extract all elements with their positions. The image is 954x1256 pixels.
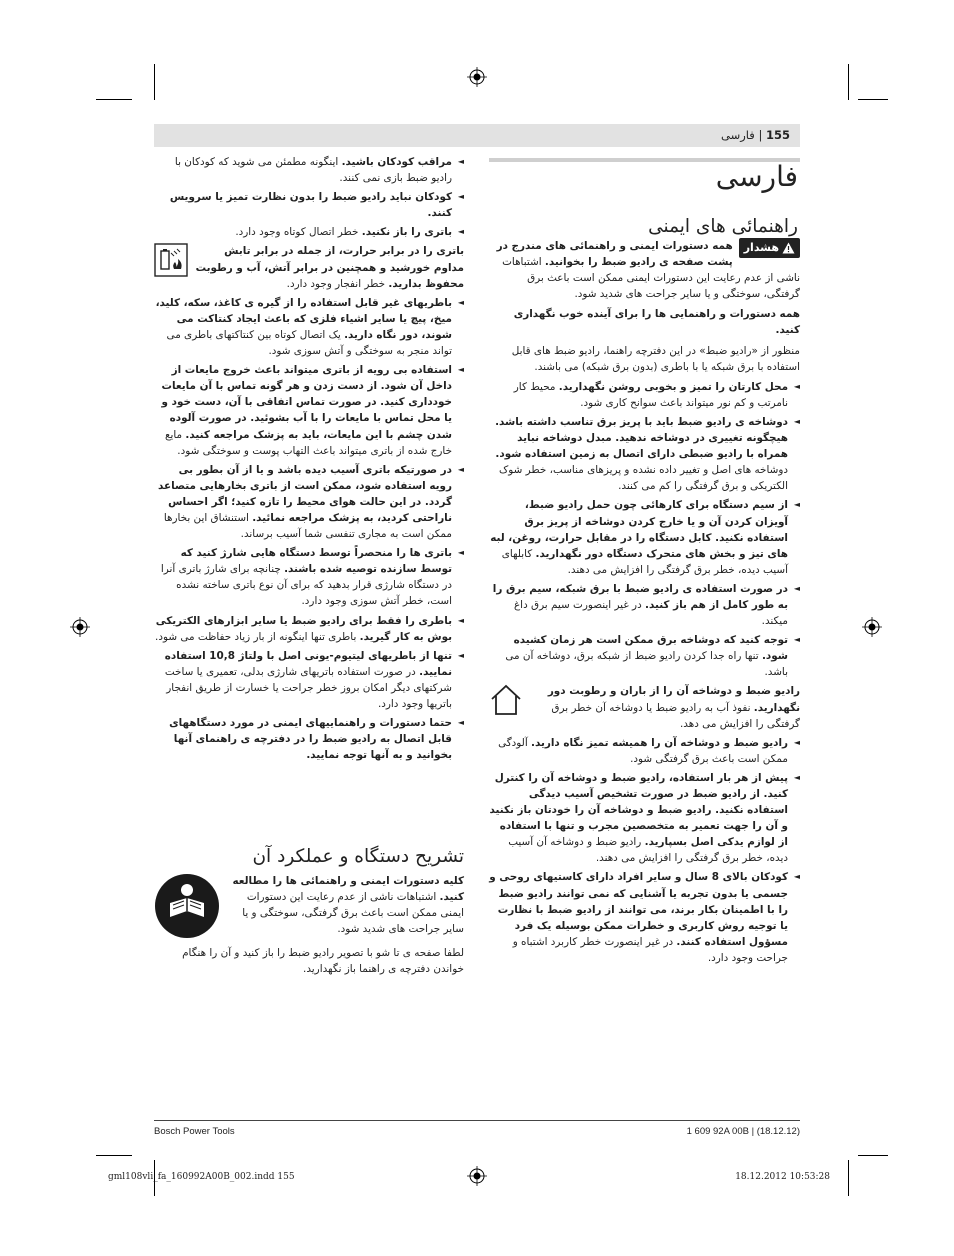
item-bold-text: باطری را فقط برای رادیو ضبط یا سایر ابزارهای الکتریکی بوش به کار گیرید. xyxy=(155,614,452,643)
bullet-item xyxy=(154,154,464,186)
bullet-item xyxy=(154,715,464,763)
warning-badge xyxy=(739,238,800,258)
registration-mark-icon xyxy=(467,67,487,87)
page-number: 155 xyxy=(765,128,790,142)
right-column xyxy=(489,238,800,969)
item-bold-text: همه دستورات و راهنمایی ها را برای آینده خوب نگهداری کنید. xyxy=(513,308,800,337)
item-bold-text: دوشاخه ی رادیو ضبط باید با پریز برق تناسب داشته باشد. هیچگونه تغییری در دوشاخه ندهید. مبدل دوشاخه نباید همراه با رادیو ضبطی دارای اتصال به زمین استفاده شود. xyxy=(495,415,788,461)
item-bold-text: کودکان بالای 8 سال و سایر افراد دارای کاستیهای روحی و جسمی یا بدون تجربه یا آشنایی که نمی توانند رادیو ضبط را با اطمینان بکار برند، می توانند از رادیو ضبط با نظارت یا توجیه روش کاربری و خطرات ممکن بوسیله یک فرد مسؤول استفاده کنند. xyxy=(489,871,788,948)
registration-mark-icon xyxy=(70,617,90,637)
read-manual-rest: اشتباهات ناشی از عدم رعایت این دستورات ایمنی ممکن است باعث برق گرفتگی، سوختگی و یا سایر جراحت های شدید شود. xyxy=(242,891,464,936)
crop-mark xyxy=(848,1160,849,1196)
item-bold-text: توجه کنید که دوشاخه برق ممکن است هر زمان کشیده شود. xyxy=(513,634,788,663)
item-body-text: باطری تنها اینگونه از بار زیاد حفاظت می شود. xyxy=(155,630,360,643)
item-body-text: مایع خارج شده از باتری میتواند باعث التهاب پوست و سوختگی شود. xyxy=(164,428,452,457)
bullet-item xyxy=(489,632,800,680)
bullet-item xyxy=(154,189,464,221)
bullet-item xyxy=(154,295,464,359)
item-body-text: خطر اتصال کوتاه وجود دارد. xyxy=(235,226,362,239)
slug-date: 18.12.2012 10:53:28 xyxy=(735,1172,830,1182)
item-bold-text: باتری را باز نکنید. xyxy=(361,226,452,239)
item-bold-text: باتری را در برابر حرارت، از جمله در برابر تابش مداوم خورشید و همچنین در برابر آتش، آب و رطوبت محفوظ بدارید. xyxy=(195,245,464,290)
heat-warning-item xyxy=(154,243,464,291)
footer-rule xyxy=(154,1120,800,1121)
item-body-text: چنانچه برای شارژ باتری آنرا در دستگاه شارژی قرار بدهید که برای آن نوع باتری ساخته نشده است، خطر آتش سوزی وجود دارد. xyxy=(160,563,452,608)
crop-mark xyxy=(858,99,888,100)
item-bold-text: کودکان نباید رادیو ضبط را بدون نظارت تمیز یا سرویس کنند. xyxy=(169,191,452,220)
crop-mark xyxy=(858,1155,888,1156)
item-body-text: در صورت استفاده باتریهای شارژی بدلی، تعمیری یا ساخت شرکتهای دیگر امکان بروز خطر جراحت یا خسارت از طریق انفجار باتریها وجود دارد. xyxy=(164,665,452,710)
registration-mark-icon xyxy=(467,1166,487,1186)
item-bold-text: باتری ها را منحصراً توسط دستگاه هایی شارژ کنید که توسط سازنده توصیه شده باشند. xyxy=(180,547,452,576)
footer-left: Bosch Power Tools xyxy=(154,1126,235,1137)
item-body-text: خطر انفجار وجود دارد. xyxy=(286,277,389,290)
item-bold-text: در صورتیکه باتری آسیب دیده باشد و یا از آن بطور بی رویه استفاده شود، ممکن است از باتری بخارهایی متصاعد گردد. در این حالت هوای محیط را تازه کنید؛ اگر احساس ناراحتی کردید، به پزشک مراجعه نمائید. xyxy=(158,463,452,524)
section2-body xyxy=(154,873,464,981)
paragraph xyxy=(489,343,800,375)
keep-dry-item xyxy=(489,683,800,731)
left-column xyxy=(154,154,464,766)
page-header: 155 | فارسی xyxy=(721,128,790,142)
item-bold-text: پیش از هر بار استفاده، رادیو ضبط و دوشاخه آن را کنترل کنید. از رادیو ضبط در صورت تشخیص آسیب دیدگی استفاده نکنید. رادیو ضبط و دوشاخه آن را خودتان باز نکنید و آن را جهت تعمیر به متخصصین مجرب و تنها با استفاده از لوازم یدکی اصل بسپارید. xyxy=(489,771,788,849)
crop-mark xyxy=(96,1155,132,1156)
bullet-item xyxy=(154,545,464,609)
item-body-text: دوشاخه های اصل و تغییر داده نشده و پریزهای مناسب، خطر شوک الکتریکی و برق گرفتگی را کم می کنند. xyxy=(499,464,788,493)
crop-mark xyxy=(96,99,132,100)
item-bold-text: همه دستورات ایمنی و راهنمائی های مندرج در پشت صفحه ی رادیو ضبط را بخوانید. xyxy=(496,240,733,269)
icon-item-text xyxy=(194,243,464,291)
foldout-note: لطفا صفحه ی تا شو با تصویر رادیو ضبط را باز کنید و آن را هنگام خواندن دفترچه ی راهنما باز نگهدارید. xyxy=(182,947,464,976)
warning-label: هشدار xyxy=(743,241,779,254)
item-body-text: در غیر اینصورت سیم برق داغ میکند. xyxy=(513,598,788,628)
page-title: فارسی xyxy=(715,160,798,193)
item-bold-text: مراقب کودکان باشید. xyxy=(341,156,452,168)
item-bold-text: حتما دستورات و راهنماییهای ایمنی در مورد دستگاههای قابل اتصال به رادیو ضبط را در دفترچه ی راهنمای آنها بخوانید و به آنها توجه نمایید. xyxy=(169,717,452,762)
item-body-text: نفوذ آب به رادیو ضبط یا دوشاخه آن خطر برق گرفتگی را افزایش می دهد. xyxy=(551,701,800,730)
item-body-text: کابلهای آسیب دیده، خطر برق گرفتگی را افزایش می دهند. xyxy=(501,547,788,576)
item-bold-text: رادیو ضبط و دوشاخه آن را همیشه تمیز نگاه دارید. xyxy=(531,736,788,749)
item-bold-text: باطریهای غیر قابل استفاده را از گیره ی کاغذ، سکه، کلید، میخ، پیچ یا سایر اشیاء فلزی که باعث ایجاد کنتاکت می شوند، دور نگاه دارید. xyxy=(155,296,452,341)
bullet-item xyxy=(489,379,800,411)
bullet-item xyxy=(154,648,464,712)
item-body-text: محیط کار نامرتب و کم نور میتواند باعث سوانح کاری شود. xyxy=(513,380,788,409)
bullet-item xyxy=(154,613,464,645)
page-header-bar xyxy=(154,124,800,147)
warning-paragraph xyxy=(489,238,800,302)
item-bold-text: تنها از باطریهای لیتیوم-یونی اصل با ولتاژ 10,8 استفاده نمایید. xyxy=(164,649,452,678)
bullet-item xyxy=(489,869,800,966)
battery-heat-icon xyxy=(154,243,188,277)
bullet-item xyxy=(154,224,464,240)
read-manual-bold: کلیه دستورات ایمنی و راهنمائی ها را مطالعه کنید. xyxy=(232,875,464,904)
indoor-use-house-icon xyxy=(489,683,523,717)
bullet-item xyxy=(154,462,464,542)
item-bold-text: محل کارتان را تمیز و بخوبی روشن نگهدارید. xyxy=(558,380,788,393)
bullet-item xyxy=(489,735,800,767)
icon-item-text xyxy=(529,683,800,731)
footer-right: 1 609 92A 00B | (18.12.12) xyxy=(686,1126,800,1137)
item-bold-text: در صورت استفاده ی رادیو ضبط با برق شبکه، سیم برق را به طور کامل از هم باز کنید. xyxy=(492,582,788,611)
item-body-text: در غیر اینصورت خطر کاربرد اشتباه و جراحت وجود دارد. xyxy=(512,935,788,964)
page-language: فارسی xyxy=(721,128,755,142)
registration-mark-icon xyxy=(862,617,882,637)
bullet-item xyxy=(489,497,800,577)
item-body-text: اینگونه مطمئن می شوید که کودکان با رادیو ضبط بازی نمی کنند. xyxy=(174,156,452,185)
item-body-text: تنها راه جدا کردن رادیو ضبط از شبکه برق، دوشاخه آن می باشد. xyxy=(505,650,788,679)
bullet-item xyxy=(489,581,800,629)
item-body-text: اشتباهات ناشی از عدم رعایت این دستورات ایمنی ممکن است باعث برق گرفتگی، سوختگی و یا سایر جراحت های شدید شود. xyxy=(502,256,800,301)
bullet-item xyxy=(489,770,800,867)
read-manual-icon xyxy=(154,873,220,939)
item-body-text: منظور از «رادیو ضبط» در این دفترچه راهنما، رادیو ضبط های قابل استفاده با برق شبکه یا با باطری (بدون برق شبکه) می باشند. xyxy=(511,344,800,373)
slug-file: gml108vli_fa_160992A00B_002.indd 155 xyxy=(108,1172,295,1182)
item-bold-text: رادیو ضبط و دوشاخه آن را از باران و رطوبت دور نگهدارید. xyxy=(547,685,800,714)
item-body-text: آلودگی ممکن است باعث برق گرفتگی شود. xyxy=(498,736,788,765)
read-manual-text xyxy=(228,873,464,939)
paragraph xyxy=(489,306,800,338)
item-body-text: یک اتصال کوتاه بین کنتاکتهای باطری می تواند منجر به سوختگی و آتش سوزی شود. xyxy=(166,328,452,358)
crop-mark xyxy=(154,64,155,100)
item-bold-text: استفاده بی رویه از باتری میتواند باعث خروج مایعات از داخل آن شود. از دست زدن و هر گونه تماس با آن مایعات خودداری کنید. در صورت تماس اتفاقی با آن، دست خود و یا محل تماس با مایعات را با آب بشوئید. در صورت آلوده شدن چشم با این مایعات، باید به پزشک مراجعه کنید. xyxy=(161,364,452,441)
bullet-item xyxy=(489,414,800,494)
item-body-text: رادیو ضبط و دوشاخه آن آسیب دیده، خطر برق گرفتگی را افزایش می دهند. xyxy=(508,836,788,865)
section-title-safety: راهنمائی های ایمنی xyxy=(648,216,798,237)
item-body-text: استنشاق این بخارها ممکن است به مجاری تنفسی شما آسیب برساند. xyxy=(163,511,452,541)
item-bold-text: از سیم دستگاه برای کارهائی چون حمل رادیو ضبط، آویزان کردن آن و یا خارج کردن دوشاخه از پریز برق استفاده نکنید. کابل دستگاه را در مقابل حرارت، روغن، لبه های تیز و بخش های متحرک دستگاه دور نگهدارید. xyxy=(490,499,788,560)
crop-mark xyxy=(848,64,849,100)
warning-triangle-icon xyxy=(782,242,795,254)
section-title-description: تشریح دستگاه و عملکرد آن xyxy=(252,846,464,867)
bullet-item xyxy=(154,362,464,459)
